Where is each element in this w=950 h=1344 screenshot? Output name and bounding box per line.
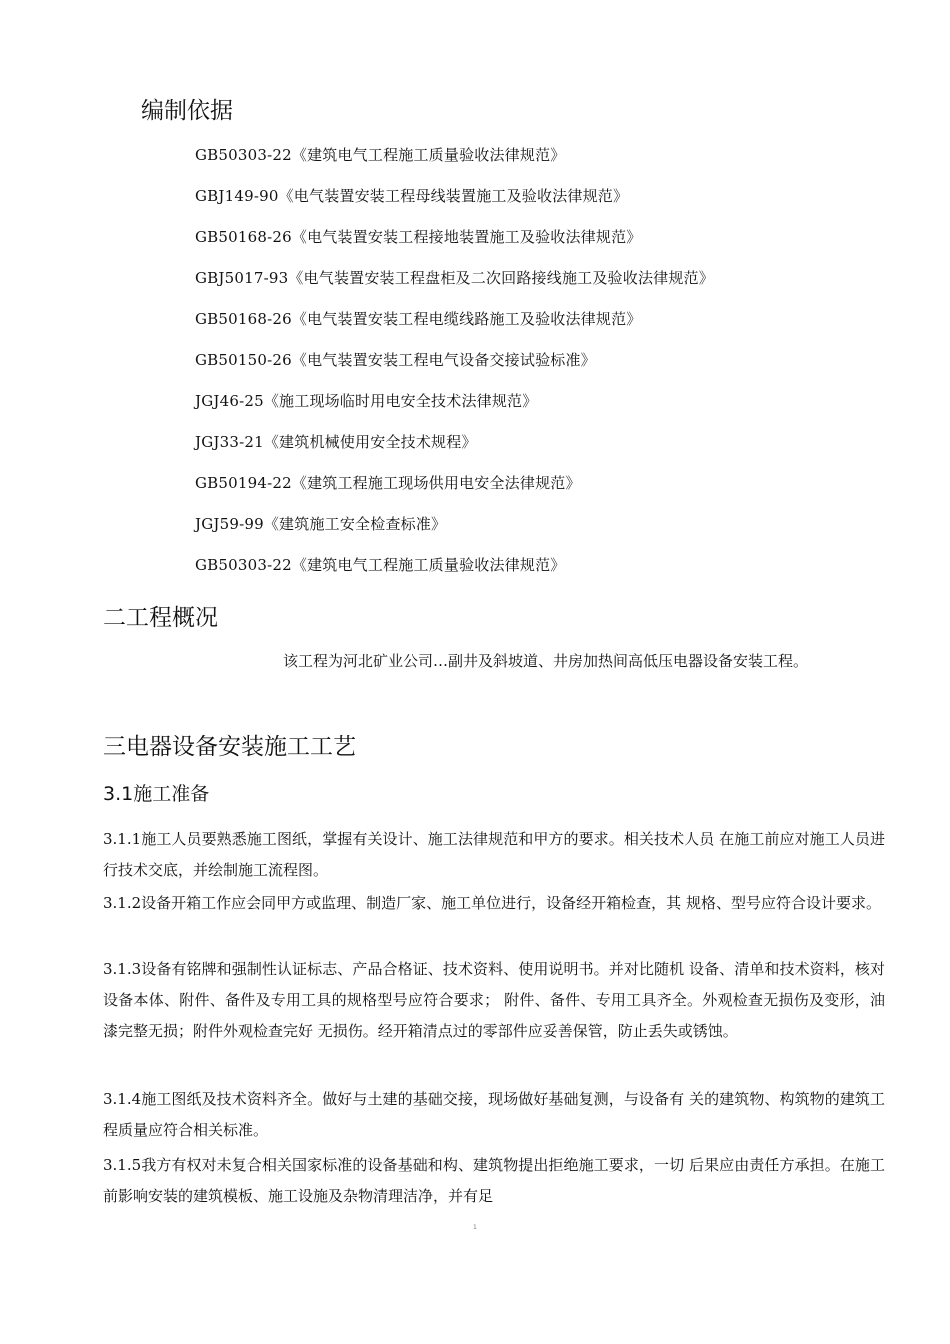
- clause-paragraph: 3.1.4施工图纸及技术资料齐全。做好与土建的基础交接，现场做好基础复测，与设备有 关的建筑物、构筑物的建筑工程质量应符合相关标准。: [103, 1090, 885, 1139]
- section-title-process: 三电器设备安装施工工艺: [103, 734, 356, 760]
- reference-item: GBJ149-90《电气装置安装工程母线装置施工及验收法律规范》: [195, 187, 629, 205]
- reference-item: GB50150-26《电气装置安装工程电气设备交接试验标准》: [195, 351, 596, 369]
- clause-paragraph: 3.1.5我方有权对未复合相关国家标准的设备基础和构、建筑物提出拒绝施工要求，一切 后果应由责任方承担。在施工前影响安装的建筑模板、施工设施及杂物清理洁净，并有足: [103, 1156, 885, 1205]
- reference-item: GB50168-26《电气装置安装工程电缆线路施工及验收法律规范》: [195, 310, 642, 328]
- reference-item: JGJ46-25《施工现场临时用电安全技术法律规范》: [195, 392, 538, 410]
- reference-item: GB50303-22《建筑电气工程施工质量验收法律规范》: [195, 146, 566, 164]
- reference-item: GB50168-26《电气装置安装工程接地装置施工及验收法律规范》: [195, 228, 642, 246]
- clause-paragraph: 3.1.2设备开箱工作应会同甲方或监理、制造厂家、施工单位进行，设备经开箱检查，其 规格、型号应符合设计要求。: [103, 894, 881, 912]
- reference-item: GBJ5017-93《电气装置安装工程盘柜及二次回路接线施工及验收法律规范》: [195, 269, 714, 287]
- reference-item: GB50194-22《建筑工程施工现场供用电安全法律规范》: [195, 474, 581, 492]
- reference-item: JGJ59-99《建筑施工安全检查标准》: [195, 515, 447, 533]
- subsection-title-preparation: 3.1施工准备: [103, 783, 210, 805]
- page-number: 1: [473, 1224, 477, 1231]
- reference-list: [195, 143, 714, 594]
- reference-item: JGJ33-21《建筑机械使用安全技术规程》: [195, 433, 477, 451]
- section-title-basis: 编制依据: [141, 98, 233, 124]
- section-title-overview: 二工程概况: [103, 605, 218, 631]
- overview-paragraph: [103, 646, 863, 677]
- overview-text: 该工程为河北矿业公司…副井及斜坡道、井房加热间高低压电器设备安装工程。: [283, 652, 809, 670]
- clause-paragraph: 3.1.3设备有铭牌和强制性认证标志、产品合格证、技术资料、使用说明书。并对比随机 设备、清单和技术资料，核对设备本体、附件、备件及专用工具的规格型号应符合要求； 附件、备件、专用工具齐全。外观检查无损伤及变形，油漆完整无损；附件外观检查完好 无损伤。经开箱清点过的零部件应妥善保管，防止丢失或锈蚀。: [103, 960, 885, 1040]
- clause-paragraph: 3.1.1施工人员要熟悉施工图纸，掌握有关设计、施工法律规范和甲方的要求。相关技术人员 在施工前应对施工人员进行技术交底，并绘制施工流程图。: [103, 830, 885, 879]
- reference-item: GB50303-22《建筑电气工程施工质量验收法律规范》: [195, 556, 566, 574]
